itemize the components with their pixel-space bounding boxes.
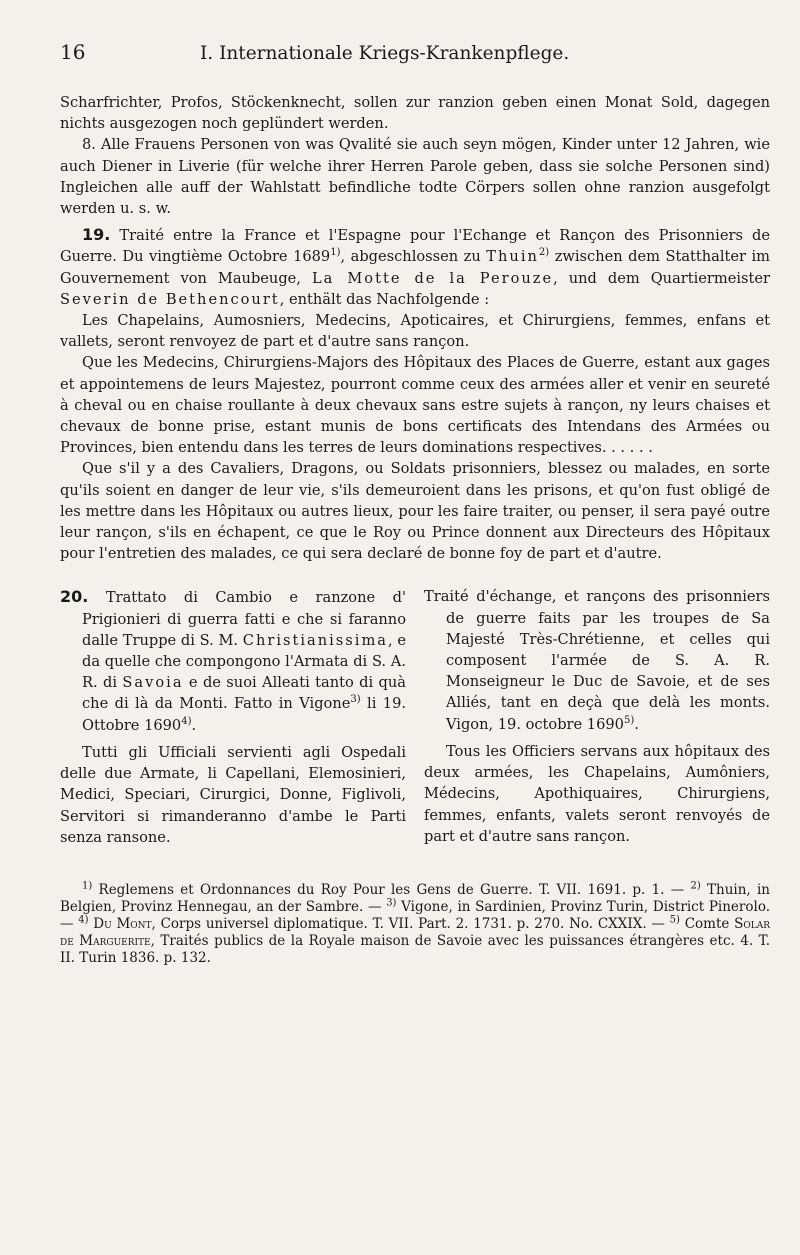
footnote-4-marker: 4) — [78, 914, 89, 926]
section-19-number: 19. — [82, 225, 111, 245]
section-19-text-b: zwischen dem Statthalter im Gouvernement von Maubeuge, — [60, 248, 771, 287]
footnote-1-text: Reglemens et Ordonnances du Roy Pour les Gens de Guerre. T. VII. 1691. p. 1. — — [98, 881, 685, 898]
left-title-e: e de suoi Alleati tanto di quà che di là da Monti. Fatto in Vigone — [82, 674, 407, 713]
section-19-text-c: , und dem Quartiermeister — [553, 269, 771, 287]
footnote-3-text: Vigone, in Sardinien, Provinz Turin, District Pinerolo. — — [60, 898, 771, 932]
page — [60, 40, 770, 967]
place-thuin: Thuin — [486, 248, 539, 266]
footnote-block — [60, 882, 770, 967]
section-20-right-heading — [424, 586, 770, 734]
footnotes — [60, 882, 770, 967]
section-20-right-paragraph: Tous les Officiers servans aux hôpitaux des deux armées, les Chapelains, Aumôniers, Médecins, Apothiquaires, Chirurgiens, femmes, enfants, valets seront renvoyés de part et d'autre sans rançon. — [424, 742, 770, 845]
footnote-4-text: , Corps universel diplomatique. T. VII. Part. 2. 1731. p. 270. No. CXXIX. — — [151, 915, 665, 932]
footnote-2-marker: 2) — [690, 880, 701, 892]
left-title-savoia: Savoia — [122, 674, 184, 692]
section-19-title: Traité entre la France et l'Espagne pour l'Echange et Rançon des Prisonniers de Guerre. Du vingtième Octobre 1689 — [60, 227, 771, 266]
footnote-4-author: Du Mont — [93, 915, 152, 932]
section-20-left-column — [60, 586, 406, 847]
footnote-2-text: Thuin, in Belgien, Provinz Hennegau, an der Sambre. — — [60, 881, 770, 915]
intro-paragraph-2: 8. Alle Frauens Personen von was Qvalité sie auch seyn mögen, Kinder unter 12 Jahren, wie auch Diener in Liverie (für welche ihrer Herren Parole geben, dass sie solche Personen sind) Ingleichen alle auff der Wahlstatt befindliche todte Cörpers sollen ohne ranzion ausgefolgt werden u. s. w. — [60, 136, 770, 218]
running-title: I. Internationale Kriegs-Krankenpflege. — [200, 43, 570, 64]
section-20-number: 20. — [60, 587, 89, 607]
page-number: 16 — [60, 40, 86, 64]
section-20-columns — [60, 586, 770, 847]
section-19-text-d: , enthält das Nachfolgende : — [279, 290, 490, 308]
left-title-f: li 19. Ottobre 1690 — [82, 695, 407, 734]
right-title-a: Traité d'échange, et rançons des prisonniers de guerre faits par les troupes de Sa Majesté Très-Chrétienne, et celles qui composent l'armée de S. A. R. Monseigneur le Duc de Savoie, et de ses Alliés, tant en deçà que delà les monts. Vigon, 19. octobre 1690 — [424, 588, 770, 733]
section-19-heading — [60, 224, 770, 310]
left-title-a: Trattato di Cambio e ranzone d' Prigionieri di guerra fatti e che si faranno dalle Truppe di S. M. — [82, 589, 406, 649]
left-title-g: . — [191, 716, 197, 734]
footnote-5-text: , Traités publics de la Royale maison de Savoie avec les puissances étrangères etc. 4. T. II. Turin 1836. p. 132. — [60, 932, 770, 966]
footnote-1-marker: 1) — [82, 880, 93, 892]
footnote-5-title: Comte — [684, 915, 730, 932]
footnote-5-author: Solar de Marguerite — [60, 915, 771, 949]
section-20-left-paragraph: Tutti gli Ufficiali servienti agli Ospedali delle due Armate, li Capellani, Elemosinieri, Medici, Speciari, Cirurgici, Donne, Figlivoli, Servitori si rimanderanno d'ambe le Parti senza ransone. — [60, 743, 406, 846]
name-severin: Severin de Bethencourt — [60, 290, 280, 308]
footnote-ref-2: 2) — [538, 247, 550, 259]
right-title-b: . — [634, 715, 639, 733]
name-la-motte: La Motte de la Perouze — [311, 269, 554, 287]
section-19-paragraph-1: Les Chapelains, Aumosniers, Medecins, Apoticaires, et Chirurgiens, femmes, enfans et vallets, seront renvoyez de part et d'autre sans rançon. — [60, 312, 770, 351]
page-header — [60, 40, 770, 74]
section-19-paragraph-2: Que les Medecins, Chirurgiens-Majors des Hôpitaux des Places de Guerre, estant aux gages et appointemens de leurs Majestez, pourront comme ceux des armées aller et venir en seureté à cheval ou en chaise roullante à deux chevaux sans estre sujets à rançon, ny leurs chaises et chevaux de bonne prise, estant munis de bons certificats des Intendans des Armées ou Provinces, bien entendu dans les terres de leurs dominations respectives. . . . . . — [60, 354, 770, 457]
main-text — [60, 92, 770, 564]
left-title-christianissima: Christianissima — [242, 631, 388, 649]
section-19-text-a: , abgeschlossen zu — [340, 248, 481, 266]
footnote-5-marker: 5) — [669, 914, 680, 926]
section-20-left-heading — [60, 586, 406, 735]
footnote-ref-5: 5) — [623, 714, 635, 726]
left-title-c: , e da quelle che compongono l'Armata di S. A. R. di — [82, 631, 406, 692]
intro-paragraph-1: Scharfrichter, Profos, Stöckenknecht, sollen zur ranzion geben einen Monat Sold, dagegen nichts ausgezogen noch geplündert werden. — [60, 94, 770, 133]
section-19-paragraph-3: Que s'il y a des Cavaliers, Dragons, ou Soldats prisonniers, blessez ou malades, en sorte qu'ils soient en danger de leur vie, s'ils demeuroient dans les prisons, et qu'on fust obligé de les mettre dans les Hôpitaux ou autres lieux, pour les faire traiter, ou penser, il sera payé outre leur rançon, s'ils en échapent, ce que le Roy ou Prince donnent aux Directeurs des Hôpitaux pour l'entretien des malades, ce qui sera declaré de bonne foy de part et d'autre. — [60, 460, 770, 563]
footnote-ref-3: 3) — [350, 694, 361, 706]
section-20-right-column — [424, 586, 770, 847]
footnote-ref-1: 1) — [330, 247, 341, 259]
footnote-3-marker: 3) — [386, 897, 397, 909]
footnote-ref-4: 4) — [181, 715, 192, 727]
